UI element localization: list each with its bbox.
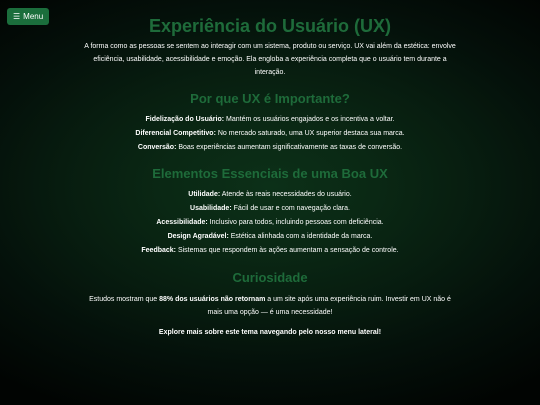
item-label: Acessibilidade: — [156, 219, 208, 226]
item-label: Usabilidade: — [190, 205, 232, 212]
item-text: No mercado saturado, uma UX superior destaca sua marca. — [215, 130, 405, 137]
list-item — [84, 230, 456, 243]
item-label: Conversão: — [137, 144, 177, 151]
item-text: Fácil de usar e com navegação clara. — [231, 205, 350, 212]
importance-heading: Por que UX é Importante? — [190, 91, 350, 106]
explore-cta — [84, 326, 456, 339]
list-item — [84, 188, 456, 201]
list-item — [84, 113, 456, 126]
menu-button[interactable] — [7, 8, 49, 25]
item-text: Estética alinhada com a identidade da marca. — [228, 233, 373, 240]
item-text: Inclusivo para todos, incluindo pessoas com deficiência. — [207, 219, 384, 226]
item-text: Mantém os usuários engajados e os incentiva a voltar. — [224, 116, 395, 123]
explore-cta-text: Explore mais sobre este tema navegando pelo nosso menu lateral! — [158, 329, 382, 336]
item-label: Feedback: — [141, 247, 177, 254]
page-title: Experiência do Usuário (UX) — [148, 16, 392, 36]
item-text: Boas experiências aumentam significativamente as taxas de conversão. — [176, 144, 403, 151]
curiosity-highlight: 88% dos usuários não retornam — [159, 296, 266, 303]
item-text: Sistemas que respondem às ações aumentam a sensação de controle. — [176, 247, 399, 254]
item-label: Utilidade: — [188, 191, 221, 198]
importance-list — [84, 113, 456, 154]
list-item — [84, 127, 456, 140]
list-item — [84, 141, 456, 154]
menu-button-label: Menu — [23, 12, 44, 21]
curiosity-heading: Curiosidade — [232, 270, 308, 285]
intro-paragraph: A forma como as pessoas se sentem ao interagir com um sistema, produto ou serviço. UX vai além da estética: envolve eficiência, usabilidade, acessibilidade e emoção. Ela engloba a experiência completa que o usuário tem durante a interação. — [84, 43, 456, 76]
main-content — [84, 14, 456, 339]
item-text: Atende às reais necessidades do usuário. — [220, 191, 352, 198]
item-label: Fidelização do Usuário: — [145, 116, 225, 123]
item-label: Diferencial Competitivo: — [135, 130, 216, 137]
elements-heading: Elementos Essenciais de uma Boa UX — [152, 166, 388, 181]
curiosity-text-before: Estudos mostram que — [89, 296, 160, 303]
curiosity-paragraph — [84, 293, 456, 319]
list-item — [84, 216, 456, 229]
curiosity-text-after: a um site após uma experiência ruim. Investir em UX não é mais uma opção — é uma necessidade! — [207, 296, 451, 316]
hamburger-icon: ☰ — [13, 12, 21, 21]
list-item — [84, 244, 456, 257]
elements-list — [84, 188, 456, 257]
list-item — [84, 202, 456, 215]
item-label: Design Agradável: — [167, 233, 229, 240]
